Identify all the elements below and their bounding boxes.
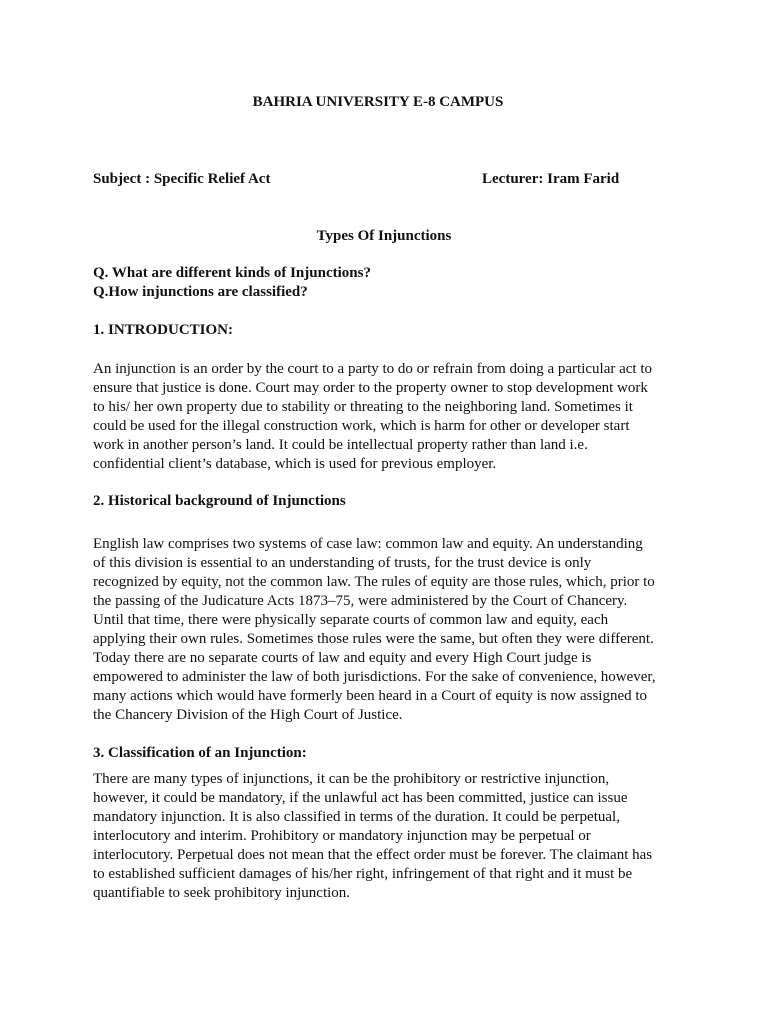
paragraph-line: however, it could be mandatory, if the unlawful act has been committed, justice can issue bbox=[93, 790, 628, 806]
institution-heading: BAHRIA UNIVERSITY E-8 CAMPUS bbox=[252, 94, 504, 110]
paragraph-line: mandatory injunction. It is also classified in terms of the duration. It could be perpetual, bbox=[93, 809, 620, 825]
paragraph-line: applying their own rules. Sometimes those rules were the same, but often they were different. bbox=[93, 631, 654, 647]
lecturer-line: Lecturer: Iram Farid bbox=[482, 171, 620, 187]
section-heading-history: 2. Historical background of Injunctions bbox=[93, 493, 346, 509]
paragraph-line: many actions which would have formerly been heard in a Court of equity is now assigned to bbox=[93, 688, 648, 704]
paragraph-line: Until that time, there were physically separate courts of common law and equity, each bbox=[93, 612, 609, 628]
paragraph-line: confidential client’s database, which is used for previous employer. bbox=[93, 456, 497, 472]
paragraph-line: There are many types of injunctions, it can be the prohibitory or restrictive injunction, bbox=[93, 771, 610, 787]
paragraph-line: to his/ her own property due to stability or threating to the neighboring land. Sometimes it bbox=[93, 399, 633, 415]
paragraph-line: recognized by equity, not the common law. The rules of equity are those rules, which, prior to bbox=[93, 574, 655, 590]
document-title: Types Of Injunctions bbox=[316, 228, 452, 244]
paragraph-line: the Chancery Division of the High Court of Justice. bbox=[93, 707, 403, 723]
section-heading-classification: 3. Classification of an Injunction: bbox=[93, 745, 307, 761]
paragraph-line: could be used for the illegal construction work, which is harm for other or developer start bbox=[93, 418, 630, 434]
paragraph-line: the passing of the Judicature Acts 1873–75, were administered by the Court of Chancery. bbox=[93, 593, 628, 609]
paragraph-line: English law comprises two systems of case law: common law and equity. An understanding bbox=[93, 536, 643, 552]
question-2: Q.How injunctions are classified? bbox=[93, 284, 308, 300]
paragraph-line: of this division is essential to an understanding of trusts, for the trust device is only bbox=[93, 555, 592, 571]
paragraph-line: to established sufficient damages of his/her right, infringement of that right and it must be bbox=[93, 866, 633, 882]
paragraph-line: ensure that justice is done. Court may order to the property owner to stop development work bbox=[93, 380, 648, 396]
paragraph-line: Today there are no separate courts of law and equity and every High Court judge is bbox=[93, 650, 592, 666]
paragraph-history bbox=[93, 535, 683, 725]
paragraph-classification bbox=[93, 770, 683, 903]
paragraph-line: empowered to administer the law of both jurisdictions. For the sake of convenience, however, bbox=[93, 669, 656, 685]
paragraph-line: interlocutory and interim. Prohibitory or mandatory injunction may be perpetual or bbox=[93, 828, 591, 844]
paragraph-line: An injunction is an order by the court to a party to do or refrain from doing a particular act to bbox=[93, 361, 652, 377]
paragraph-line: interlocutory. Perpetual does not mean that the effect order must be forever. The claimant has bbox=[93, 847, 653, 863]
paragraph-introduction bbox=[93, 360, 683, 474]
subject-line: Subject : Specific Relief Act bbox=[93, 171, 271, 187]
question-1: Q. What are different kinds of Injunctions? bbox=[93, 265, 371, 281]
paragraph-line: quantifiable to seek prohibitory injunction. bbox=[93, 885, 351, 901]
section-heading-introduction: 1. INTRODUCTION: bbox=[93, 322, 234, 338]
paragraph-line: work in another person’s land. It could be intellectual property rather than land i.e. bbox=[93, 437, 588, 453]
